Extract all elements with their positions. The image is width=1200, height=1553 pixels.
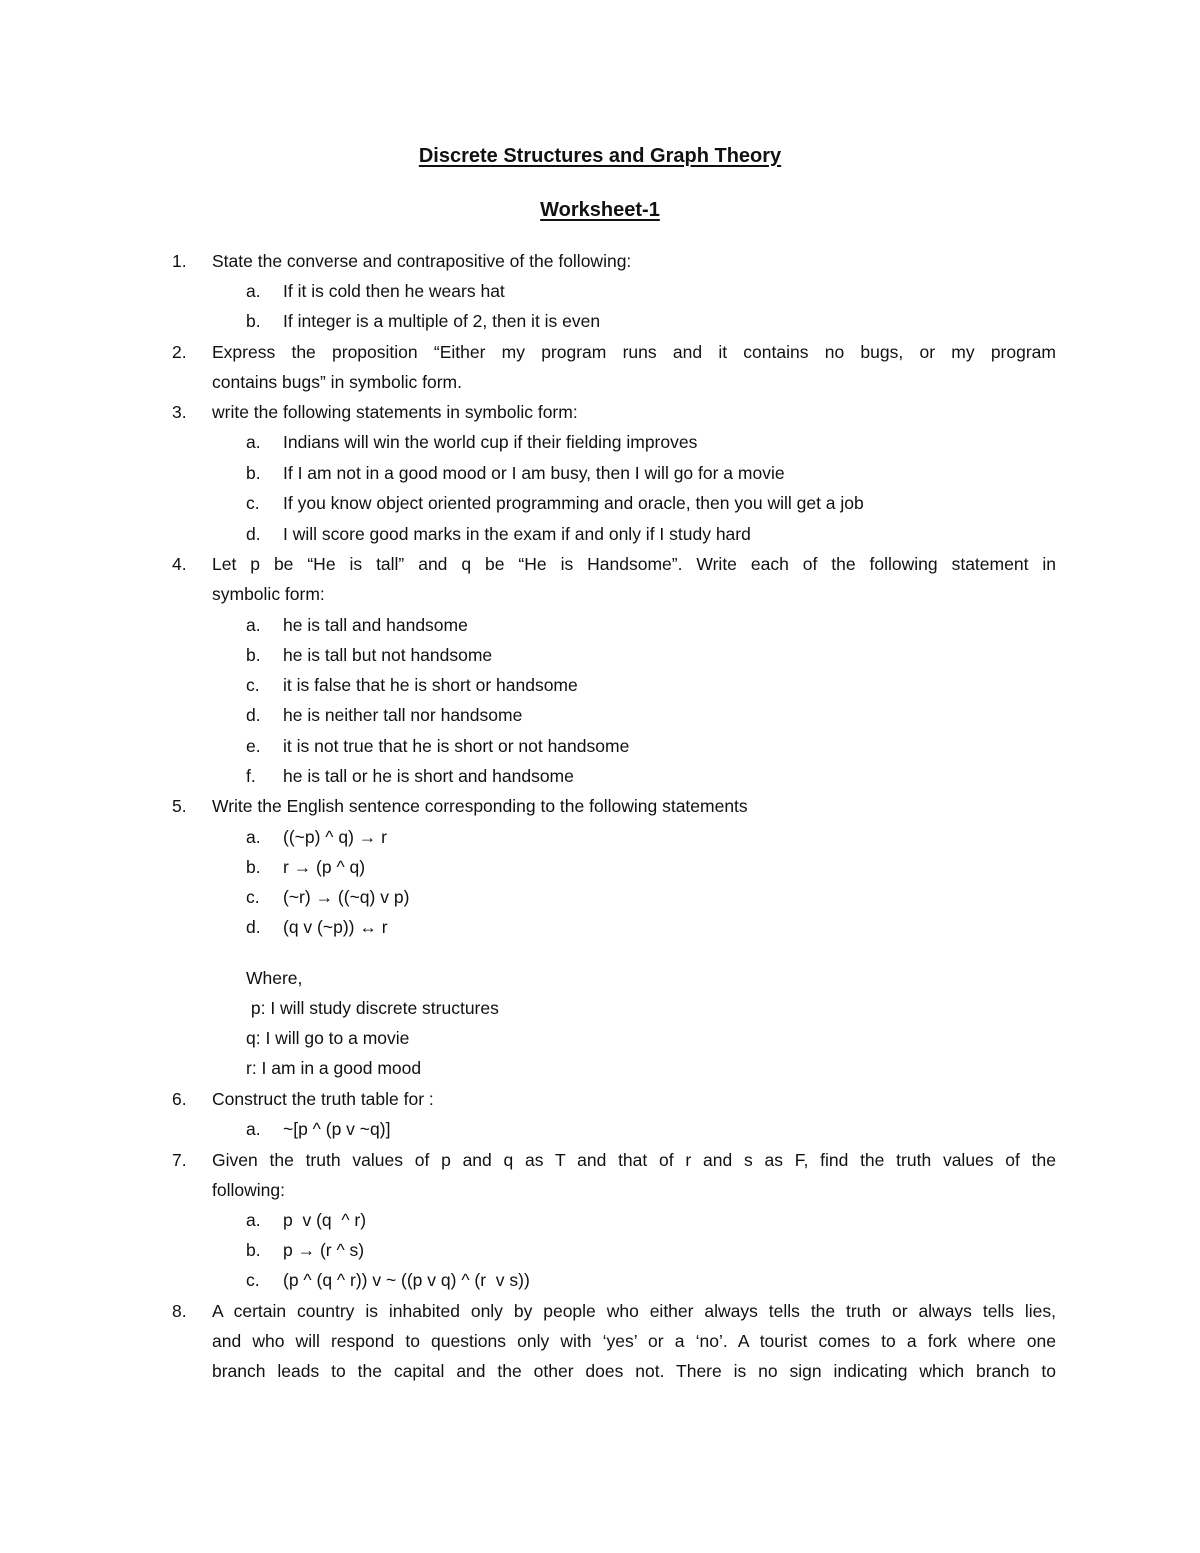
item-text: (~r) → ((~q) v p) [283, 887, 410, 907]
question-text-line-1: A certain country is inhabited only by people who either always tells the truth or always tells lies, [212, 1301, 1056, 1321]
item-letter: b. [246, 1240, 261, 1260]
item-text: If integer is a multiple of 2, then it is even [283, 311, 601, 331]
question-text-line-3: branch leads to the capital and the other does not. There is no sign indicating which branch to [212, 1361, 1056, 1381]
question-text: Construct the truth table for : [212, 1089, 434, 1109]
definition-p: p: I will study discrete structures [246, 998, 499, 1018]
item-text: r → (p ^ q) [283, 857, 366, 877]
item-letter: b. [246, 857, 261, 877]
item-text: he is neither tall nor handsome [283, 705, 523, 725]
item-letter: d. [246, 917, 261, 937]
question-text-line-2: symbolic form: [212, 584, 325, 604]
item-text: I will score good marks in the exam if and only if I study hard [283, 524, 751, 544]
item-letter: a. [246, 615, 261, 635]
item-text: he is tall but not handsome [283, 645, 493, 665]
question-number: 1. [172, 251, 187, 271]
item-text: If it is cold then he wears hat [283, 281, 505, 301]
question-text-line-1: Express the proposition “Either my program runs and it contains no bugs, or my program [212, 342, 1056, 362]
item-text: he is tall or he is short and handsome [283, 766, 574, 786]
item-letter: f. [246, 766, 256, 786]
document-subtitle: Worksheet-1 [540, 199, 660, 221]
item-letter: b. [246, 463, 261, 483]
question-number: 5. [172, 796, 187, 816]
item-text: If you know object oriented programming and oracle, then you will get a job [283, 493, 864, 513]
item-text: If I am not in a good mood or I am busy, then I will go for a movie [283, 463, 785, 483]
item-text: (p ^ (q ^ r)) v ~ ((p v q) ^ (r v s)) [283, 1270, 530, 1290]
definition-r: r: I am in a good mood [246, 1058, 422, 1078]
item-letter: a. [246, 1119, 261, 1139]
question-text-line-2: and who will respond to questions only with ‘yes’ or a ‘no’. A tourist comes to a fork where one [212, 1331, 1056, 1351]
item-letter: b. [246, 311, 261, 331]
question-number: 4. [172, 554, 187, 574]
item-letter: a. [246, 281, 261, 301]
item-text: Indians will win the world cup if their fielding improves [283, 432, 698, 452]
item-letter: c. [246, 1270, 260, 1290]
item-letter: a. [246, 1210, 261, 1230]
item-letter: d. [246, 705, 261, 725]
item-letter: c. [246, 887, 260, 907]
item-letter: a. [246, 432, 261, 452]
question-text: write the following statements in symbolic form: [212, 402, 578, 422]
where-label: Where, [246, 968, 303, 988]
question-text: Write the English sentence corresponding to the following statements [212, 796, 748, 816]
item-text: p → (r ^ s) [283, 1240, 365, 1260]
item-text: ~[p ^ (p v ~q)] [283, 1119, 391, 1139]
question-text: State the converse and contrapositive of the following: [212, 251, 632, 271]
question-number: 7. [172, 1150, 187, 1170]
question-number: 8. [172, 1301, 187, 1321]
item-letter: b. [246, 645, 261, 665]
question-number: 6. [172, 1089, 187, 1109]
question-text-line-2: following: [212, 1180, 285, 1200]
item-letter: c. [246, 675, 260, 695]
question-number: 2. [172, 342, 187, 362]
definition-q: q: I will go to a movie [246, 1028, 410, 1048]
item-letter: c. [246, 493, 260, 513]
item-text: ((~p) ^ q) → r [283, 827, 387, 847]
item-text: p v (q ^ r) [283, 1210, 367, 1230]
question-number: 3. [172, 402, 187, 422]
question-text-line-1: Let p be “He is tall” and q be “He is Handsome”. Write each of the following statement in [212, 554, 1056, 574]
item-text: it is not true that he is short or not handsome [283, 736, 630, 756]
item-text: it is false that he is short or handsome [283, 675, 578, 695]
item-letter: a. [246, 827, 261, 847]
question-text-line-1: Given the truth values of p and q as T and that of r and s as F, find the truth values of the [212, 1150, 1056, 1170]
item-letter: e. [246, 736, 261, 756]
item-text: he is tall and handsome [283, 615, 468, 635]
document-title: Discrete Structures and Graph Theory [418, 145, 782, 167]
item-letter: d. [246, 524, 261, 544]
item-text: (q v (~p)) ↔ r [283, 917, 388, 937]
question-text-line-2: contains bugs” in symbolic form. [212, 372, 462, 392]
